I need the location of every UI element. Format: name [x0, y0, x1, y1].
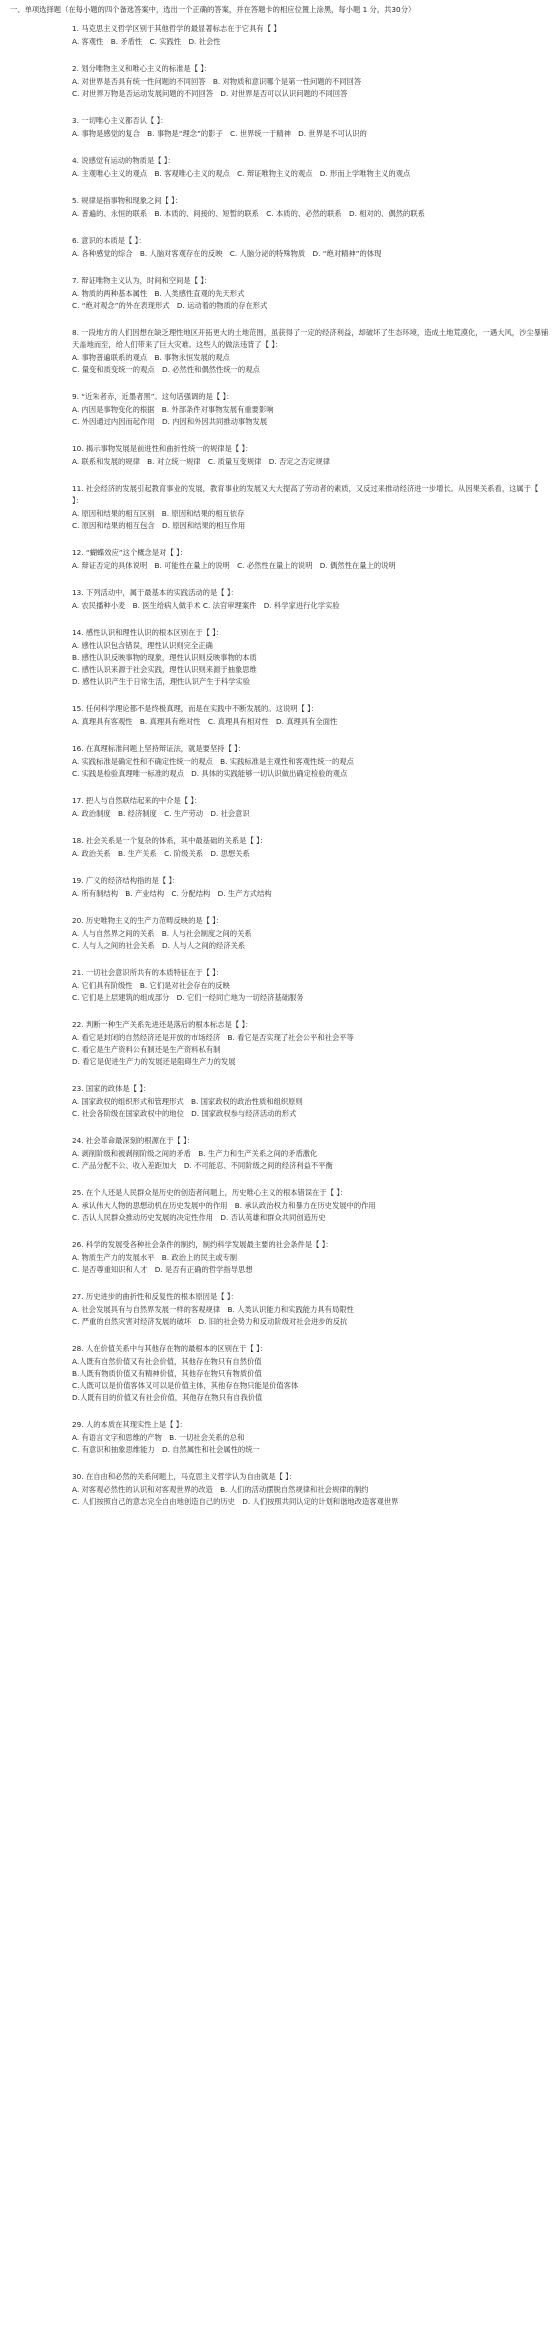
- answer-options-line: A. 辩证否定的具体说明 B. 可能性在量上的说明 C. 必然性在量上的说明 D. 偶然性在量上的说明: [72, 561, 396, 570]
- answer-options-line: A. 事物普遍联系的观点 B. 事物永恒发展的观点: [72, 353, 230, 362]
- question-stem: 1. 马克思主义哲学区别于其他哲学的最显著标志在于它具有【 】: [72, 24, 281, 33]
- question-stem: 13. 下列活动中，属于最基本的实践活动的是【 】：: [72, 588, 238, 597]
- answer-options-line: A. 主观唯心主义的观点 B. 客观唯心主义的观点 C. 辩证唯物主义的观点 D. 形而上学唯物主义的观点: [72, 169, 411, 178]
- answer-options-line: A. 事物是感觉的复合 B. 事物是“理念”的影子 C. 世界统一于精神 D. 世界是不可认识的: [72, 129, 367, 138]
- answer-options-line: A. 政治制度 B. 经济制度 C. 生产劳动 D. 社会意识: [72, 809, 250, 818]
- question-stem: 23. 国家的政体是【 】：: [72, 1084, 151, 1093]
- answer-options-line: C. 严重的自然灾害对经济发展的破坏 D. 旧的社会势力和反动阶级对社会进步的反抗: [72, 1317, 348, 1326]
- answer-options-line: D.人既有目的价值又有社会价值，其他存在物只有自我价值: [72, 1393, 263, 1402]
- answer-options-line: C. 实践是检验真理唯一标准的观点 D. 具体的实践能够一切认识做出确定检验的观点: [72, 769, 348, 778]
- question-2: [10, 63, 550, 100]
- answer-options-line: A. 实践标准是确定性和不确定性统一的观点 B. 实践标准是主观性和客观性统一的观点: [72, 757, 354, 766]
- answer-options-line: C. 人们按照自己的意志完全自由地创造自己的历史 D. 人们按照共同认定的计划和谐地改造客观世界: [72, 1497, 399, 1506]
- question-stem: 19. 广义的经济结构指的是【 】：: [72, 876, 180, 885]
- answer-options-line: A. 人与自然界之间的关系 B. 人与社会制度之间的关系: [72, 929, 252, 938]
- answer-options-line: A. 真理具有客观性 B. 真理具有绝对性 C. 真理具有相对性 D. 真理具有全面性: [72, 717, 338, 726]
- question-stem: 22. 判断一种生产关系先进还是落后的根本标志是【 】：: [72, 1020, 253, 1029]
- question-29: [10, 1419, 550, 1456]
- question-30: [10, 1471, 550, 1508]
- question-stem: 6. 意识的本质是【 】：: [72, 236, 146, 245]
- question-1: [10, 23, 550, 48]
- answer-options-line: C. 看它是生产资料公有制还是生产资料私有制: [72, 1045, 221, 1054]
- question-27: [10, 1291, 550, 1328]
- answer-options-line: A. 看它是封闭的自然经济还是开放的市场经济 B. 看它是否实现了社会公平和社会平等: [72, 1033, 354, 1042]
- answer-options-line: C. 是否尊重知识和人才 D. 是否有正确的哲学指导思想: [72, 1265, 253, 1274]
- answer-options-line: A. 社会发展具有与自然界发展一样的客观规律 B. 人类认识能力和实践能力具有局限性: [72, 1305, 354, 1314]
- answer-options-line: A. 剥削阶级和被剥削阶级之间的矛盾 B. 生产力和生产关系之间的矛盾激化: [72, 1149, 318, 1158]
- answer-options-line: A. 所有制结构 B. 产业结构 C. 分配结构 D. 生产方式结构: [72, 889, 272, 898]
- question-stem: 27. 历史进步的曲折性和反复性的根本原因是【 】：: [72, 1292, 238, 1301]
- question-8: [10, 327, 550, 376]
- question-stem: 29. 人的本质在其现实性上是【 】：: [72, 1420, 187, 1429]
- question-stem: 2. 划分唯物主义和唯心主义的标准是【 】：: [72, 64, 212, 73]
- question-22: [10, 1019, 550, 1068]
- answer-options-line: B.人既有物质价值又有精神价值，其他存在物只有物质价值: [72, 1369, 262, 1378]
- question-10: [10, 443, 550, 468]
- answer-options-line: C. 对世界万物是否运动发展问题的不同回答 D. 对世界是否可以认识问题的不同回答: [72, 89, 348, 98]
- answer-options-line: A. 政治关系 B. 生产关系 C. 阶级关系 D. 思想关系: [72, 849, 250, 858]
- answer-options-line: A. 感性认识包含错误，理性认识则完全正确: [72, 641, 213, 650]
- answer-options-line: C. 它们是上层建筑的组成部分 D. 它们一经同亡地为一切经济基础服务: [72, 993, 304, 1002]
- question-24: [10, 1135, 550, 1172]
- question-stem: 11. 社会经济的发展引起教育事业的发展，教育事业的发展又大大提高了劳动者的素质，又反过来推动经济进一步增长。从因果关系看，这属于【 】：: [72, 484, 539, 505]
- question-stem: 15. 任何科学理论都不是终极真理，而是在实践中不断发展的。这说明【 】：: [72, 704, 319, 713]
- question-stem: 17. 把人与自然联结起来的中介是【 】：: [72, 796, 202, 805]
- question-21: [10, 967, 550, 1004]
- question-12: [10, 547, 550, 572]
- answer-options-line: C. 原因和结果的相互包含 D. 原因和结果的相互作用: [72, 521, 246, 530]
- question-19: [10, 875, 550, 900]
- answer-options-line: A. 农民播种小麦 B. 医生给病人做手术 C. 法官审理案件 D. 科学家进行化学实验: [72, 601, 340, 610]
- answer-options-line: A. 对客观必然性的认识和对客观世界的改造 B. 人们的活动摆脱自然规律和社会规律的制约: [72, 1485, 369, 1494]
- answer-options-line: C. 社会各阶级在国家政权中的地位 D. 国家政权参与经济活动的形式: [72, 1109, 297, 1118]
- question-14: [10, 627, 550, 688]
- question-5: [10, 195, 550, 220]
- section-title: 一、单项选择题（在每小题的四个备选答案中，选出一个正确的答案，并在答题卡的相应位置上涂黑，每小题 1 分，共30分）: [10, 5, 416, 14]
- answer-options-line: C. 外因通过内因而起作用 D. 内因和外因共同推动事物发展: [72, 417, 268, 426]
- answer-options-line: A. 物质生产力的发展水平 B. 政治上的民主或专制: [72, 1253, 238, 1262]
- answer-options-line: A. 物质的两种基本属性 B. 人类感性直观的先天形式: [72, 289, 245, 298]
- question-stem: 16. 在真理标准问题上坚持辩证法，就是要坚持【 】：: [72, 744, 246, 753]
- answer-options-line: C. 产品分配不公、收入差距加大 D. 不可能忍、不同阶级之间的经济利益不平衡: [72, 1161, 333, 1170]
- answer-options-line: C. 否认人民群众推动历史发展的决定性作用 D. 否认英雄和群众共同创造历史: [72, 1213, 326, 1222]
- question-stem: 14. 感性认识和理性认识的根本区别在于【 】：: [72, 628, 224, 637]
- question-stem: 25. 在个人还是人民群众是历史的创造者问题上，历史唯心主义的根本错误在于【 】：: [72, 1188, 348, 1197]
- answer-options-line: D. 感性认识产生于日常生活，理性认识产生于科学实验: [72, 677, 251, 686]
- question-stem: 30. 在自由和必然的关系问题上，马克思主义哲学认为自由就是【 】：: [72, 1472, 297, 1481]
- question-4: [10, 155, 550, 180]
- answer-options-line: A. 客观性 B. 矛盾性 C. 实践性 D. 社会性: [72, 37, 221, 46]
- answer-options-line: C. 人与人之间的社会关系 D. 人与人之间的经济关系: [72, 941, 246, 950]
- question-stem: 4. 说感觉有运动的物质是【 】：: [72, 156, 175, 165]
- answer-options-line: B. 感性认识反映事物的现象，理性认识则反映事物的本质: [72, 653, 257, 662]
- question-15: [10, 703, 550, 728]
- answer-options-line: A. 有语言文字和思维的产物 B. 一切社会关系的总和: [72, 1433, 245, 1442]
- question-3: [10, 115, 550, 140]
- answer-options-line: A. 各种感觉的综合 B. 人脑对客观存在的反映 C. 人脑分泌的特殊物质 D. “绝对精神”的体现: [72, 249, 382, 258]
- question-list: [10, 23, 550, 1508]
- question-stem: 28. 人在价值关系中与其他存在物的最根本的区别在于【 】：: [72, 1344, 268, 1353]
- question-stem: 18. 社会关系是一个复杂的体系，其中最基础的关系是【 】：: [72, 836, 268, 845]
- question-28: [10, 1343, 550, 1404]
- question-18: [10, 835, 550, 860]
- question-26: [10, 1239, 550, 1276]
- question-25: [10, 1187, 550, 1224]
- answer-options-line: A. 对世界是否具有统一性问题的不同回答 B. 对物质和意识哪个是第一性问题的不同回答: [72, 77, 362, 86]
- answer-options-line: A. 国家政权的组织形式和管理形式 B. 国家政权的政治性质和组织原则: [72, 1097, 303, 1106]
- answer-options-line: C. 感性认识来源于社会实践，理性认识则来源于抽象思维: [72, 665, 257, 674]
- answer-options-line: C.人既可以是价值客体又可以是价值主体，其他存在物只能是价值客体: [72, 1381, 299, 1390]
- question-stem: 20. 历史唯物主义的生产力范畴反映的是【 】：: [72, 916, 224, 925]
- question-6: [10, 235, 550, 260]
- answer-options-line: A. 联系和发展的规律 B. 对立统一规律 C. 质量互变规律 D. 否定之否定规律: [72, 457, 331, 466]
- question-stem: 21. 一切社会意识所共有的本质特征在于【 】：: [72, 968, 224, 977]
- question-stem: 7. 辩证唯物主义认为，时间和空间是【 】：: [72, 276, 212, 285]
- question-stem: 12. “蝴蝶效应”这个概念是对【 】：: [72, 548, 188, 557]
- question-11: [10, 483, 550, 532]
- answer-options-line: C. “绝对观念”的外在表现形式 D. 运动着的物质的存在形式: [72, 301, 268, 310]
- question-9: [10, 391, 550, 428]
- answer-options-line: A. 它们具有阶级性 B. 它们是对社会存在的反映: [72, 981, 230, 990]
- question-stem: 3. 一切唯心主义都否认【 】：: [72, 116, 168, 125]
- question-stem: 8. 一段地方的人们因想在缺乏理性地区开拓更大的土地范围，虽获得了一定的经济利益，却破坏了生态环境，造成土地荒漠化，一遇大风，沙尘暴铺天盖地而至，给人们带来了巨大灾难。这些人的做法违背了【 】：: [72, 328, 549, 349]
- answer-options-line: C. 有意识和抽象思维能力 D. 自然属性和社会属性的统一: [72, 1445, 260, 1454]
- question-16: [10, 743, 550, 780]
- answer-options-line: C. 量变和质变统一的观点 D. 必然性和偶然性统一的观点: [72, 365, 260, 374]
- question-stem: 26. 科学的发展受各种社会条件的制约，制约科学发展最主要的社会条件是【 】：: [72, 1240, 333, 1249]
- question-7: [10, 275, 550, 312]
- answer-options-line: A. 内因是事物变化的根据 B. 外部条件对事物发展有重要影响: [72, 405, 274, 414]
- question-20: [10, 915, 550, 952]
- question-stem: 9. “近朱者赤，近墨者黑”。这句话强调的是【 】：: [72, 392, 234, 401]
- question-stem: 10. 揭示事物发展是前进性和曲折性统一的规律是【 】：: [72, 444, 253, 453]
- answer-options-line: A. 普遍的、永恒的联系 B. 本质的、间接的、短暂的联系 C. 本质的、必然的联系 D. 相对的、偶然的联系: [72, 209, 425, 218]
- question-17: [10, 795, 550, 820]
- answer-options-line: A. 原因和结果的相互区别 B. 原因和结果的相互依存: [72, 509, 245, 518]
- answer-options-line: A. 承认伟大人物的思想动机在历史发展中的作用 B. 承认政治权力和暴力在历史发展中的作用: [72, 1201, 376, 1210]
- question-23: [10, 1083, 550, 1120]
- question-13: [10, 587, 550, 612]
- question-stem: 24. 社会革命最深刻的根源在于【 】：: [72, 1136, 195, 1145]
- answer-options-line: D. 看它是促进生产力的发展还是阻碍生产力的发展: [72, 1057, 236, 1066]
- answer-options-line: A.人既有自然价值又有社会价值，其他存在物只有自然价值: [72, 1357, 262, 1366]
- question-stem: 5. 规律是指事物和现象之间【 】：: [72, 196, 183, 205]
